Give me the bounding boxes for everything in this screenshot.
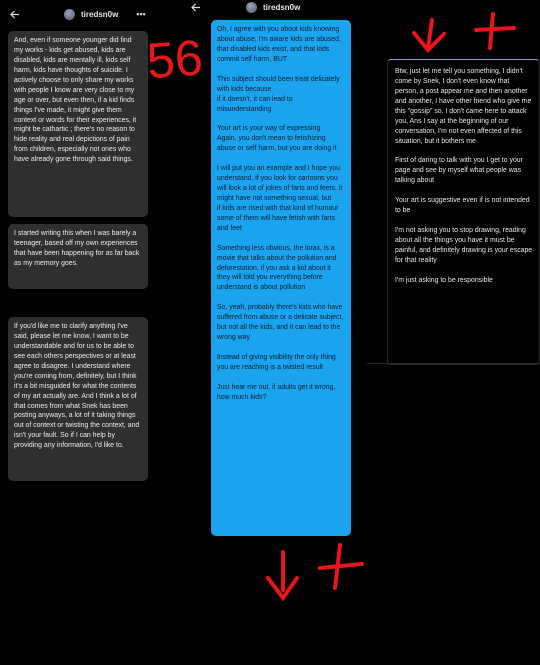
- message-bubble: If you'd like me to clarify anything I've said, please let me know, I want to be understandable and for us to be able to see each others perspectives or at least agree to disagree. I understand where you're coming from, definitely, but I think it's a bit misguided for what the contents of my art actually are. And I think a lot of that comes from what Snek has been posting anyways, a lot of it taking things out of context or twisting the context, and isn't your fault. So if I can help by providing any information, I'd like to.: [8, 317, 148, 481]
- right-chat-panel: [367, 0, 540, 665]
- chat-header: [181, 0, 363, 14]
- left-chat-panel: [0, 0, 178, 665]
- annotation-number: 56: [145, 29, 205, 90]
- back-arrow-icon[interactable]: [4, 3, 26, 25]
- avatar: [246, 2, 257, 13]
- username: tiredsn0w: [81, 9, 119, 19]
- message-bubble-sent: Oh, I agree with you about kids knowing about abuse, I'm aware kids are abused, that disabled kids exist, and that kids commit self harm, BUT This subject should been treat delicately with kids because if it doesn't, it can lead to misunderstanding Your art is your way of expressing Again, you don't mean to fetishizing abuse or self harm, but you are doing it I will put you an example and I hope you understand, if you look for cartoons you will look a lot of jokes of farts and feets, it might have not something sexual, but if kids are rised with that kind of humour some of them will have fetish with farts and feet Something less obvious, the lorax, is a movie that talks about the pollution and deforestation, if you ask a kid about it they will told you everything before understand is about pollution So, yeah, probably there's kids who have suffered from abuse or a delicate subject, but not all the kids, and it can lead to the wrong way Instead of giving visibility the only thing you are reaching is a twisted result Just hear me out, if adults get it wrong, how much kids?: [211, 20, 351, 536]
- middle-chat-panel: [181, 0, 363, 665]
- chat-header: [0, 0, 178, 28]
- more-options-icon[interactable]: •••: [136, 9, 146, 19]
- username: tiredsn0w: [263, 2, 301, 12]
- back-arrow-icon[interactable]: [185, 0, 207, 14]
- message-bubble: I started writing this when I was barely a teenager, based off my own experiences that have been happening for as far back as my memory goes.: [8, 224, 148, 289]
- chat-user[interactable]: [246, 2, 300, 13]
- message-bubble: And, even if someone younger did find my works - kids get abused, kids are disabled, kids are mentally ill, kids self harm, kids have thoughts of suicide. I actively choose to only share my works with people I know are very close to my age or over, but even then, if a kid finds things I've made, it might give them context or words for their experiences, it might be cathartic ; there's no reason to hide reality and real depictions of pain from children, especially not ones who have already gone through said things.: [8, 31, 148, 217]
- avatar: [64, 9, 75, 20]
- divider: [367, 363, 540, 364]
- chat-user[interactable]: [64, 9, 118, 20]
- message-bubble: Btw, just let me tell you something, I didn't come by Snek, I don't even know that person, a post appear me and then another and another, I have other friend who give me this "gossip" so, I don't came here to attack you, Ans I say at the beginning of our conversation, I'm not even affected of this situation, but it bothers me First of daring to talk with you I get to your page and see by myself what people was talking about Your art is suggestive even if is not intended to be I'm not asking you to stop drawing, reading about all the things you have it must be painful, and definitely drawing is your escape for that reality I'm just asking to be responsible: [389, 62, 539, 362]
